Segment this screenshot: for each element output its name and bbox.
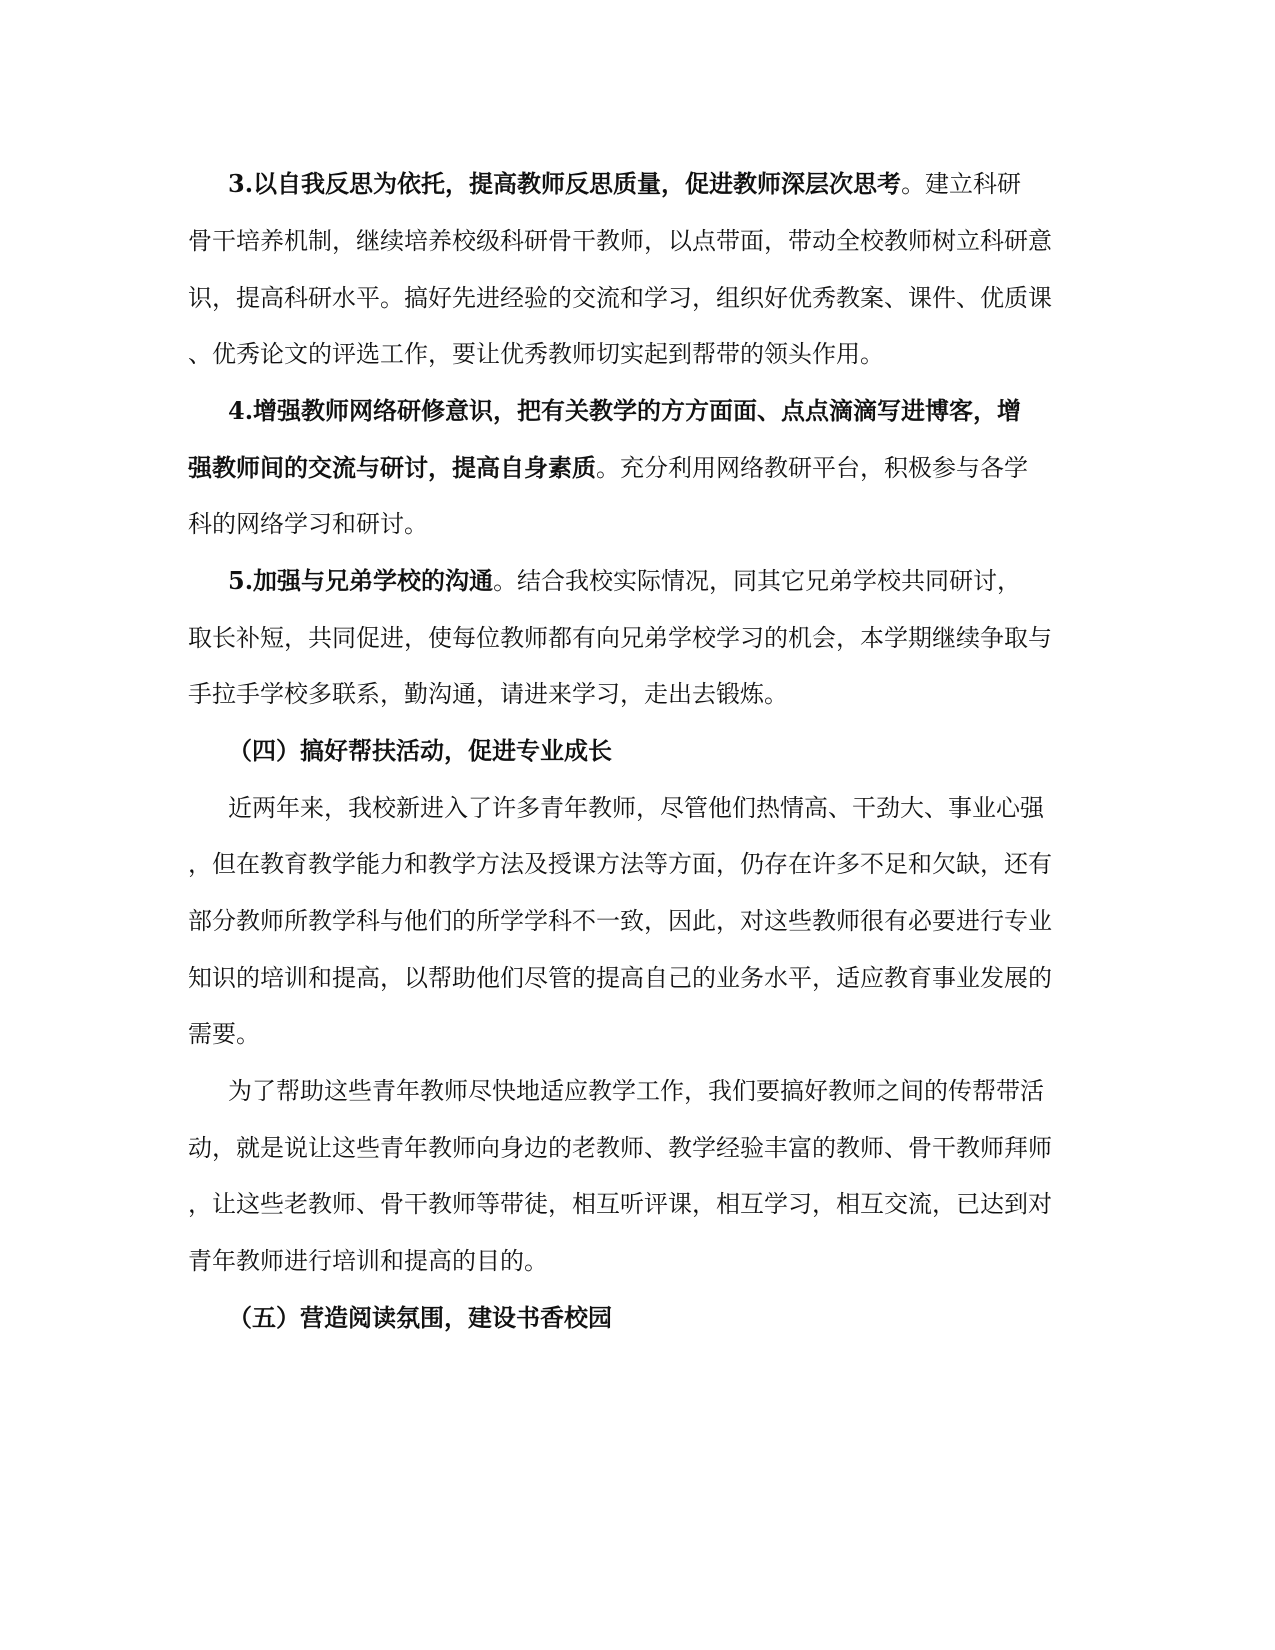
section-heading	[228, 1302, 1128, 1334]
paragraph-line	[228, 395, 1128, 427]
paragraph-line	[188, 225, 1088, 257]
bold-heading: 5.加强与兄弟学校的沟通	[228, 566, 494, 595]
bold-heading: 强教师间的交流与研讨，提高自身素质	[188, 453, 596, 482]
body-text: 识，提高科研水平。搞好先进经验的交流和学习，组织好优秀教案、课件、优质课	[188, 284, 1052, 312]
bold-heading: 4.增强教师网络研修意识，把有关教学的方方面面、点点滴滴写进博客，增	[228, 396, 1022, 425]
body-text: 手拉手学校多联系，勤沟通，请进来学习，走出去锻炼。	[188, 680, 788, 708]
body-text: ，但在教育教学能力和教学方法及授课方法等方面，仍存在许多不足和欠缺，还有	[188, 850, 1052, 878]
paragraph-line	[188, 282, 1088, 314]
paragraph-line	[228, 565, 1128, 597]
paragraph-line	[188, 338, 1088, 370]
paragraph-line	[188, 905, 1088, 937]
body-text: 部分教师所教学科与他们的所学学科不一致，因此，对这些教师很有必要进行专业	[188, 907, 1052, 935]
paragraph-line	[188, 678, 1088, 710]
body-text: 近两年来，我校新进入了许多青年教师，尽管他们热情高、干劲大、事业心强	[228, 794, 1044, 822]
body-text: ，让这些老教师、骨干教师等带徒，相互听评课，相互学习，相互交流，已达到对	[188, 1190, 1052, 1218]
section-heading	[228, 735, 1128, 767]
body-text: 知识的培训和提高，以帮助他们尽管的提高自己的业务水平，适应教育事业发展的	[188, 964, 1052, 992]
paragraph-line	[188, 1018, 1088, 1050]
body-text: 青年教师进行培训和提高的目的。	[188, 1247, 548, 1275]
body-text: 。结合我校实际情况，同其它兄弟学校共同研讨，	[493, 567, 1022, 595]
paragraph-line	[188, 1132, 1088, 1164]
body-text: 为了帮助这些青年教师尽快地适应教学工作，我们要搞好教师之间的传帮带活	[228, 1077, 1044, 1105]
bold-heading: （五）营造阅读氛围，建设书香校园	[228, 1303, 612, 1332]
body-text: 取长补短，共同促进，使每位教师都有向兄弟学校学习的机会，本学期继续争取与	[188, 624, 1052, 652]
body-text: 、优秀论文的评选工作，要让优秀教师切实起到帮带的领头作用。	[188, 340, 884, 368]
paragraph-line	[228, 1075, 1128, 1107]
paragraph-line	[188, 848, 1088, 880]
body-text: 。建立科研	[901, 170, 1022, 198]
paragraph-line	[228, 168, 1128, 200]
paragraph-line	[188, 452, 1088, 484]
body-text: 。充分利用网络教研平台，积极参与各学	[596, 454, 1028, 482]
paragraph-line	[228, 792, 1128, 824]
bold-heading: （四）搞好帮扶活动，促进专业成长	[228, 736, 612, 765]
body-text: 需要。	[188, 1020, 260, 1048]
paragraph-line	[188, 508, 1088, 540]
body-text: 科的网络学习和研讨。	[188, 510, 428, 538]
paragraph-line	[188, 962, 1088, 994]
paragraph-line	[188, 1188, 1088, 1220]
paragraph-line	[188, 1245, 1088, 1277]
body-text: 动，就是说让这些青年教师向身边的老教师、教学经验丰富的教师、骨干教师拜师	[188, 1134, 1052, 1162]
paragraph-line	[188, 622, 1088, 654]
body-text: 骨干培养机制，继续培养校级科研骨干教师，以点带面，带动全校教师树立科研意	[188, 227, 1052, 255]
bold-heading: 3.以自我反思为依托，提高教师反思质量，促进教师深层次思考	[228, 169, 902, 198]
